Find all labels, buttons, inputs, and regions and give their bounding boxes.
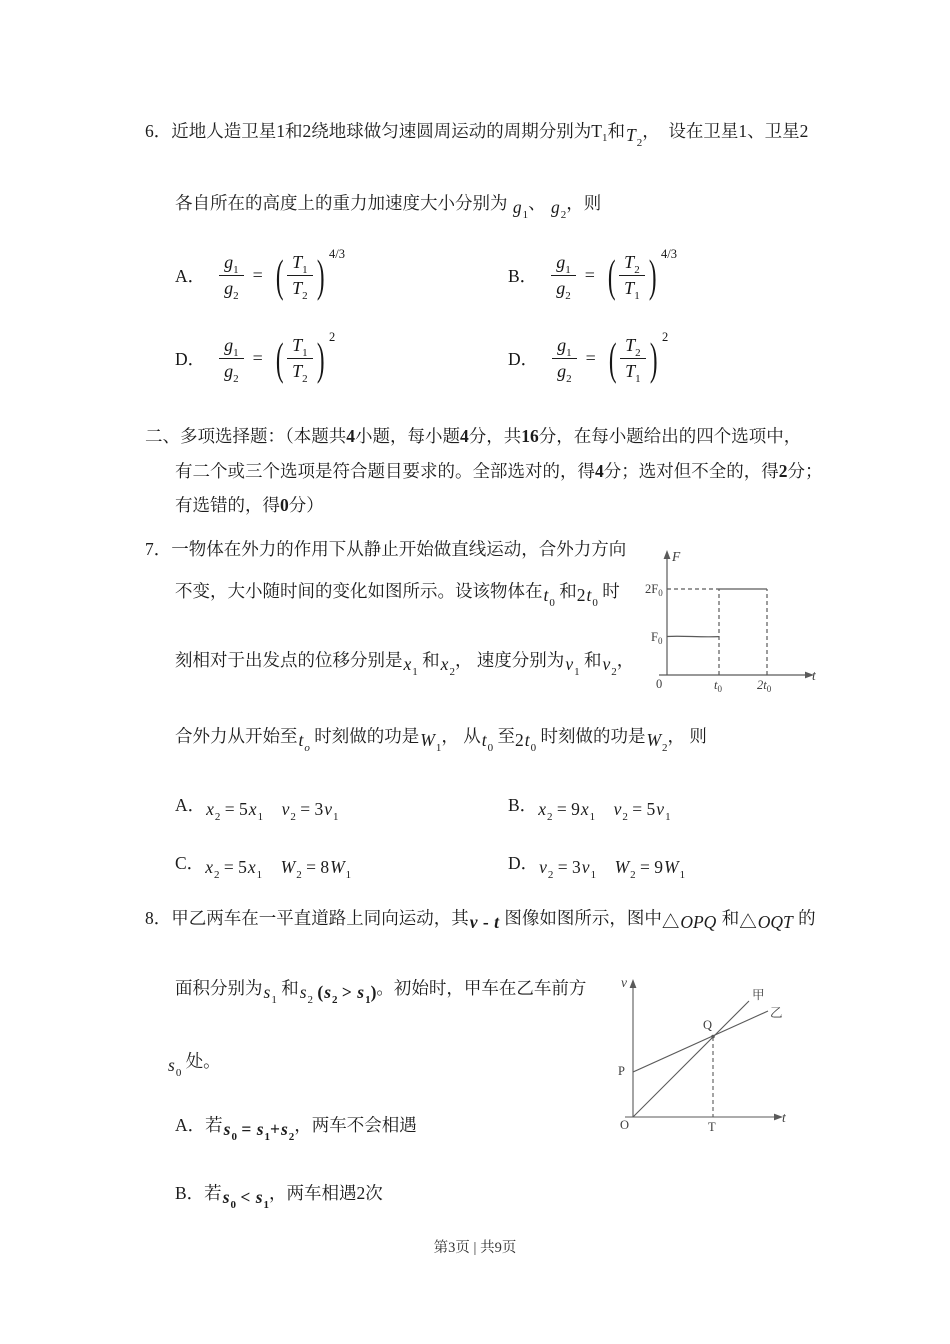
q6-option-a: A． $\frac{g_1}{g_2}$ = ( $\frac{T_1}{T_2}$ ) 4/3	[175, 246, 345, 302]
section2-header-line1: 二、多项选择题：（本题共4小题，每小题4分，共16分，在每小题给出的四个选项中，	[145, 426, 802, 446]
y-axis-arrow-icon	[630, 979, 637, 988]
q6-option-b: B． $\frac{g_1}{g_2}$ = ( $\frac{T_2}{T_1}$ ) 4/3	[508, 246, 677, 302]
q8-stem-line1: 8．甲乙两车在一平直道路上同向运动，其v - t 图像如图所示，图中△OPQ 和△OQT 的	[145, 908, 816, 932]
fig8-yi-label: 乙	[770, 1006, 783, 1020]
fig7-2f0-label: $2F_0$	[645, 582, 663, 598]
fig7-2t0-tick: $2t_0$	[757, 678, 772, 694]
q7-stem-line2: 不变，大小随时间的变化如图所示。设该物体在$t_0$ 和$2t_0$ 时	[175, 581, 620, 609]
q7-force-time-graph	[645, 545, 820, 700]
fig7-f0-label: $F_0$	[651, 630, 663, 646]
q8-velocity-time-graph	[608, 972, 793, 1147]
fig7-origin-label: 0	[656, 677, 663, 691]
fig8-q-label: Q	[703, 1018, 713, 1032]
fig8-ylabel: v	[621, 975, 627, 990]
yi-line	[633, 1011, 768, 1072]
section2-header-line2: 有二个或三个选项是符合题目要求的。全部选对的，得4分；选对但不全的，得2分；	[175, 461, 823, 481]
q6-option-d: D． $\frac{g_1}{g_2}$ = ( $\frac{T_2}{T_1}$ ) 2	[508, 329, 669, 385]
fig7-ylabel: F	[672, 549, 681, 564]
fig7-t0-tick: $t_0$	[714, 678, 722, 694]
y-axis-arrow-icon	[664, 550, 671, 559]
fig8-jia-label: 甲	[752, 988, 765, 1002]
q6-stem-line1: 6．近地人造卫星1和2绕地球做匀速圆周运动的周期分别为$T_1$和$T_2$， 设在卫星1、卫星2	[145, 121, 809, 149]
q7-stem-line3: 刻相对于出发点的位移分别是$x_1$ 和$x_2$， 速度分别为$v_1$ 和$v_2$，	[175, 650, 635, 678]
q8-option-a: A．若$s_0 = s_1+s_2$，两车不会相遇	[175, 1115, 417, 1143]
q7-stem-line4: 合外力从开始至$t_o$ 时刻做的功是$W_1$， 从$t_0$ 至$2t_0$ 时刻做的功是$W_2$， 则	[175, 726, 707, 754]
q7-stem-line1: 7．一物体在外力的作用下从静止开始做直线运动，合外力方向	[145, 539, 627, 559]
fig8-xlabel: t	[782, 1110, 786, 1125]
f0-segment	[667, 636, 719, 637]
q7-option-a: A．$x_2 = 5x_1$ $v_2 = 3v_1$	[175, 795, 339, 823]
q7-option-b: B．$x_2 = 9x_1$ $v_2 = 5v_1$	[508, 795, 671, 823]
jia-line	[633, 1001, 749, 1117]
section2-header-line3: 有选错的，得0分）	[175, 495, 324, 515]
q7-option-d: D．$v_2 = 3v_1$ $W_2 = 9W_1$	[508, 853, 686, 881]
q8-option-b: B．若$s_0 < s_1$，两车相遇2次	[175, 1183, 383, 1211]
page-footer: 第3页 | 共9页	[433, 1240, 517, 1256]
fig7-xlabel: t	[812, 668, 816, 683]
q8-stem-line2: 面积分别为$s_1$ 和$s_2$ $(s_2 > s_1)$。初始时，甲车在乙车前方	[175, 978, 587, 1006]
q6-stem-line2: 各自所在的高度上的重力加速度大小分别为 $g_1$、 $g_2$，则	[175, 193, 602, 221]
fig8-p-label: P	[618, 1064, 625, 1078]
fig8-t-label: T	[708, 1120, 716, 1134]
q7-option-c: C．$x_2 = 5x_1$ $W_2 = 8W_1$	[175, 853, 352, 881]
fig8-origin-label: O	[620, 1118, 630, 1132]
q-point	[711, 1035, 715, 1039]
q8-stem-line3: $s_0$ 处。	[168, 1051, 221, 1079]
q6-option-c: D． $\frac{g_1}{g_2}$ = ( $\frac{T_1}{T_2}$ ) 2	[175, 329, 336, 385]
